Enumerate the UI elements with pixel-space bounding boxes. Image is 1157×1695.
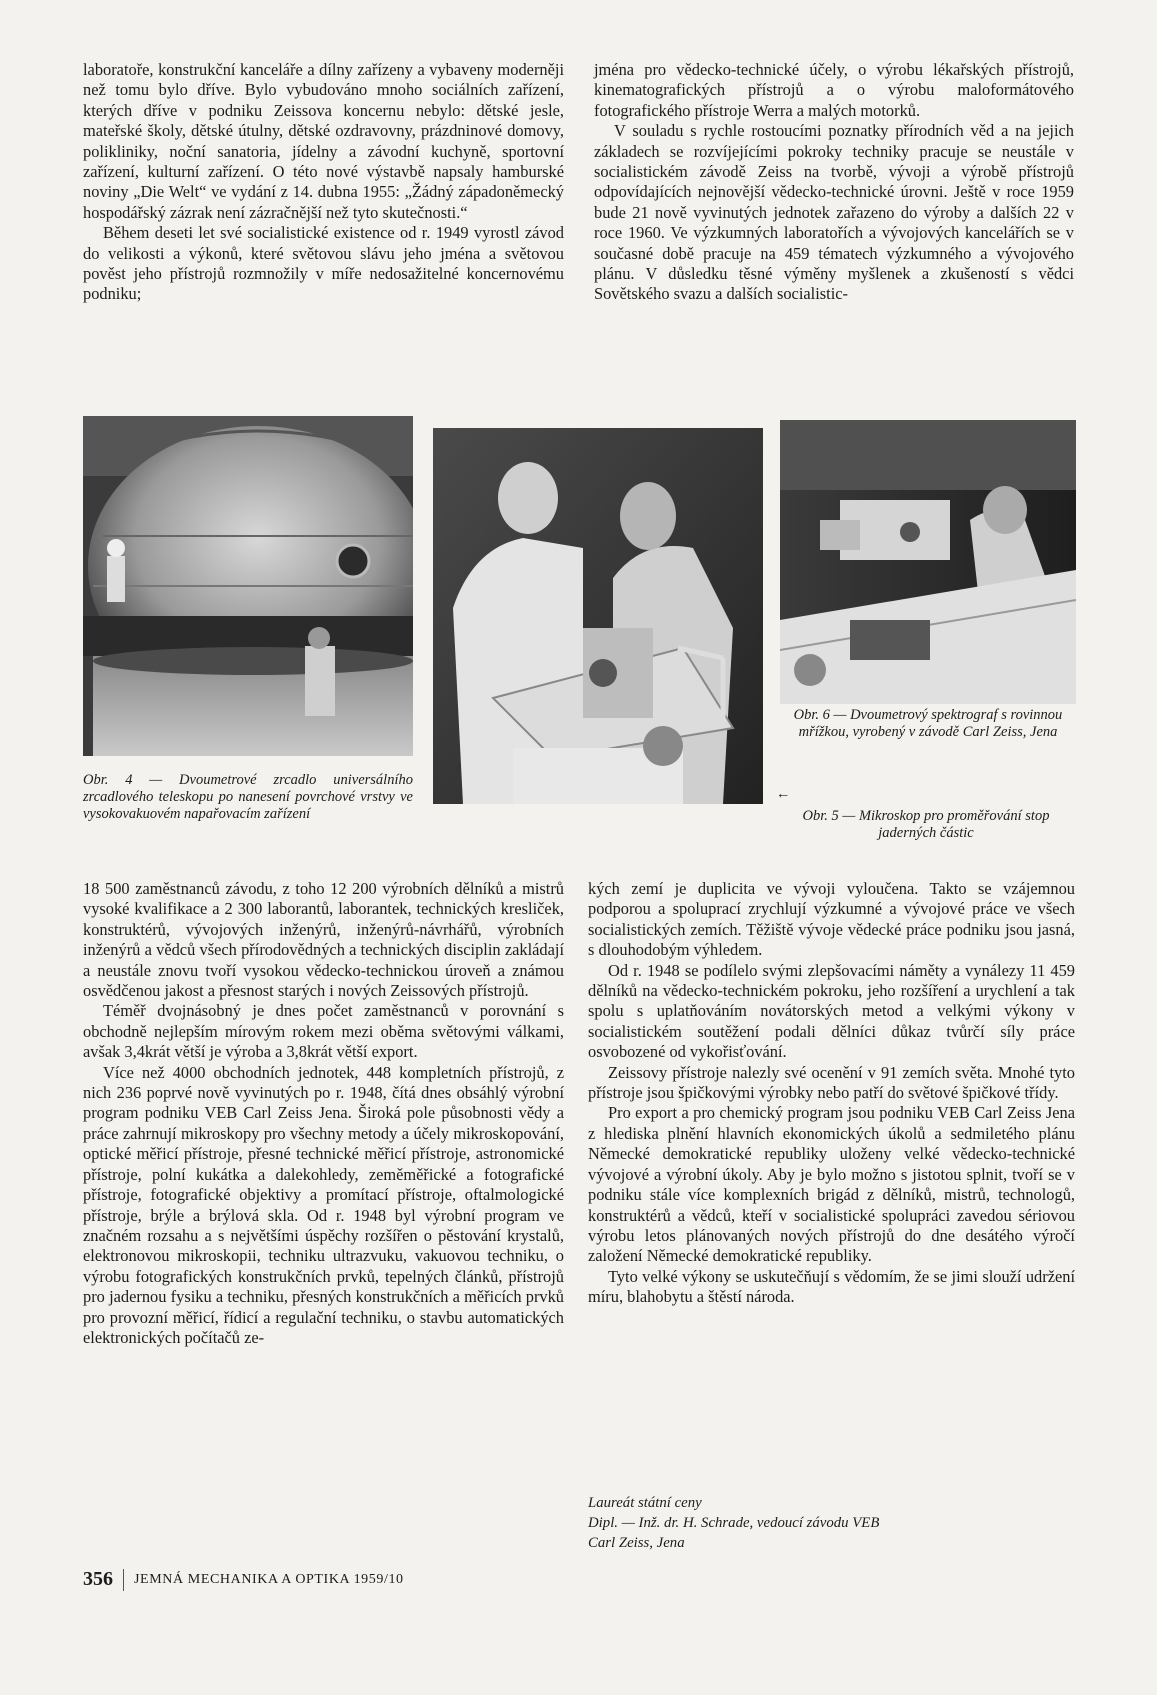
paragraph: jména pro vědecko-technické účely, o výrobu lékařských přístrojů, kinematografických přístrojů a o výrobu maloformátového fotografického přístroje Werra a malých motorků. [594, 60, 1074, 120]
column-top-left [83, 60, 564, 305]
paragraph: Tyto velké výkony se uskutečňují s vědomím, že se jimi slouží udržení míru, blahobytu a štěstí národa. [588, 1266, 1075, 1307]
author-signature [588, 1493, 879, 1553]
column-bottom-left [83, 879, 564, 1348]
caption-figure-4: Obr. 4 — Dvoumetrové zrcadlo universálního zrcadlového teleskopu po nanesení povrchové vrstvy ve vysokovakuovém napařovacím zařízení [83, 772, 413, 822]
photo-spectrograph [780, 420, 1076, 704]
journal-title: JEMNÁ MECHANIKA A OPTIKA 1959/10 [134, 1571, 404, 1587]
paragraph: Pro export a pro chemický program jsou podniku VEB Carl Zeiss Jena z hlediska plnění hlavních ekonomických úkolů a sedmiletého plánu Německé demokratické republiky uloženy velké vědecko-technické vývojové a výrobní úkoly. Aby je bylo možno s jistotou splnit, tvoří se v podniku stále více komplexních brigád z dělníků, mistrů, technologů, konstruktérů a vědců, kteří v socialistické spolupráci zavedou sériovou výrobu letos plánovaných nových přístrojů do dne desátého výročí založení Německé demokratické republiky. [588, 1103, 1075, 1266]
page-number: 356 [83, 1568, 113, 1590]
page-footer [83, 1568, 404, 1591]
divider [123, 1569, 124, 1591]
arrow-left-icon: ← [776, 786, 791, 802]
column-top-right [594, 60, 1074, 305]
author-name: Dipl. — Inž. dr. H. Schrade, vedoucí závodu VEB [588, 1515, 880, 1531]
paragraph: Během deseti let své socialistické existence od r. 1949 vyrostl závod do velikosti a výkonů, které světovou slávu jeho jména a světovou pověst jeho přístrojů rozmnožily v míře nedosažitelné koncernovému podniku; [83, 223, 564, 304]
column-bottom-right [588, 879, 1075, 1308]
paragraph: Téměř dvojnásobný je dnes počet zaměstnanců v porovnání s obchodně nejlepším mírovým rokem mezi oběma světovými válkami, avšak 3,4krát větší je výroba a 3,8krát větší export. [83, 1001, 564, 1062]
author-title: Laureát státní ceny [588, 1495, 702, 1511]
author-affiliation: Carl Zeiss, Jena [588, 1535, 685, 1551]
paragraph: V souladu s rychle rostoucími poznatky přírodních věd a na jejich základech se rozvíjejícími pokroky techniky pracuje se neustále v socialistickém závodě Zeiss na tvorbě, vývoji a výrobě přístrojů odpovídajících nejnovější vědecko-technické úrovni. Ještě v roce 1959 bude 21 nově vyvinutých jednotek zařazeno do výroby a dalších 22 v roce 1960. Ve výzkumných laboratořích a vývojových kancelářích se v současné době pracuje na 459 tématech výzkumného a vývojového plánu. V důsledku těsné výměny myšlenek a zkušeností s vědci Sovětského svazu a dalších socialistic- [594, 121, 1074, 304]
paragraph: 18 500 zaměstnanců závodu, z toho 12 200 výrobních dělníků a mistrů vysoké kvalifikace a 2 300 laborantů, laborantek, technických kresliček, konstruktérů, vývojových inženýrů, inženýrů-návrhářů, výrobních inženýrů a vědců všech přírodovědných a technických disciplin zakládají a neustále znovu tvoří vysokou vědecko-technickou úroveň a známou osvědčenou jakost a přesnost starých i nových Zeissových přístrojů. [83, 879, 564, 1001]
photo-microscope [433, 428, 763, 804]
caption-figure-6: Obr. 6 — Dvoumetrový spektrograf s rovinnou mřížkou, vyrobený v závodě Carl Zeiss, Jena [793, 707, 1063, 740]
paragraph: Více než 4000 obchodních jednotek, 448 kompletních přístrojů, z nich 236 poprvé nově vyvinutých po r. 1948, čítá dnes obsáhlý výrobní program podniku VEB Carl Zeiss Jena. Široká pole působnosti vědy a práce zahrnují mikroskopy pro všechny metody a účely mikroskopování, optické měřicí přístroje, přesné technické měřicí přístroje, astronomické přístroje, polní kukátka a dalekohledy, zeměměřické a fotografické přístroje, fotografické objektivy a promítací přístroje, oftalmologické přístroje, brýle a brýlová skla. Od r. 1948 byl výrobní program ve značném rozsahu a s největšími úspěchy rozšířen o pěstování krystalů, elektronovou mikroskopii, techniku ultrazvuku, vakuovou techniku, o výrobu fotografických konstrukčních prvků, tepelných článků, přístrojů pro jadernou fysiku a techniku, přesných konstrukčních a měřicích prvků pro provozní měřicí, řídicí a regulační techniku, o stavbu automatických elektronických počítačů ze- [83, 1062, 564, 1347]
paragraph: Od r. 1948 se podílelo svými zlepšovacími náměty a vynálezy 11 459 dělníků na vědecko-technickém pokroku, jeho rozšíření a urychlení a tak spolu s uplatňováním novátorských metod a velkými výkony v socialistickém soutěžení podali dělníci důkaz tvůrčí síly práce osvobozené od vykořisťování. [588, 960, 1075, 1062]
paragraph: Zeissovy přístroje nalezly své ocenění v 91 zemích světa. Mnohé tyto přístroje jsou špičkovými výrobky nebo patří do světové špičkové třídy. [588, 1062, 1075, 1103]
paragraph: laboratoře, konstrukční kanceláře a dílny zařízeny a vybaveny moderněji než tomu bylo dříve. Bylo vybudováno mnoho sociálních zařízení, kterých dříve v podniku Zeissova koncernu nebylo: dětské jesle, mateřské školy, dětské útulny, dětské ozdravovny, prázdninové domovy, polikliniky, noční sanatoria, jídelny a závodní kuchyně, sportovní zařízení, kulturní zařízení. O této nové výstavbě napsaly hamburské noviny „Die Welt“ ve vydání z 14. dubna 1955: „Žádný západoněmecký hospodářský zázrak není zázračnější než tyto skutečnosti.“ [83, 60, 564, 222]
paragraph: kých zemí je duplicita ve vývoji vyloučena. Takto se vzájemnou podporou a spoluprací zrychlují výzkumné a vývojové práce ve všech socialistických zemích. Těžiště vývoje vědecké práce podniku jsou jasná, s dlouhodobým výhledem. [588, 879, 1075, 960]
caption-figure-5: Obr. 5 — Mikroskop pro proměřování stop jaderných částic [802, 808, 1050, 841]
photo-telescope-mirror [83, 416, 413, 756]
